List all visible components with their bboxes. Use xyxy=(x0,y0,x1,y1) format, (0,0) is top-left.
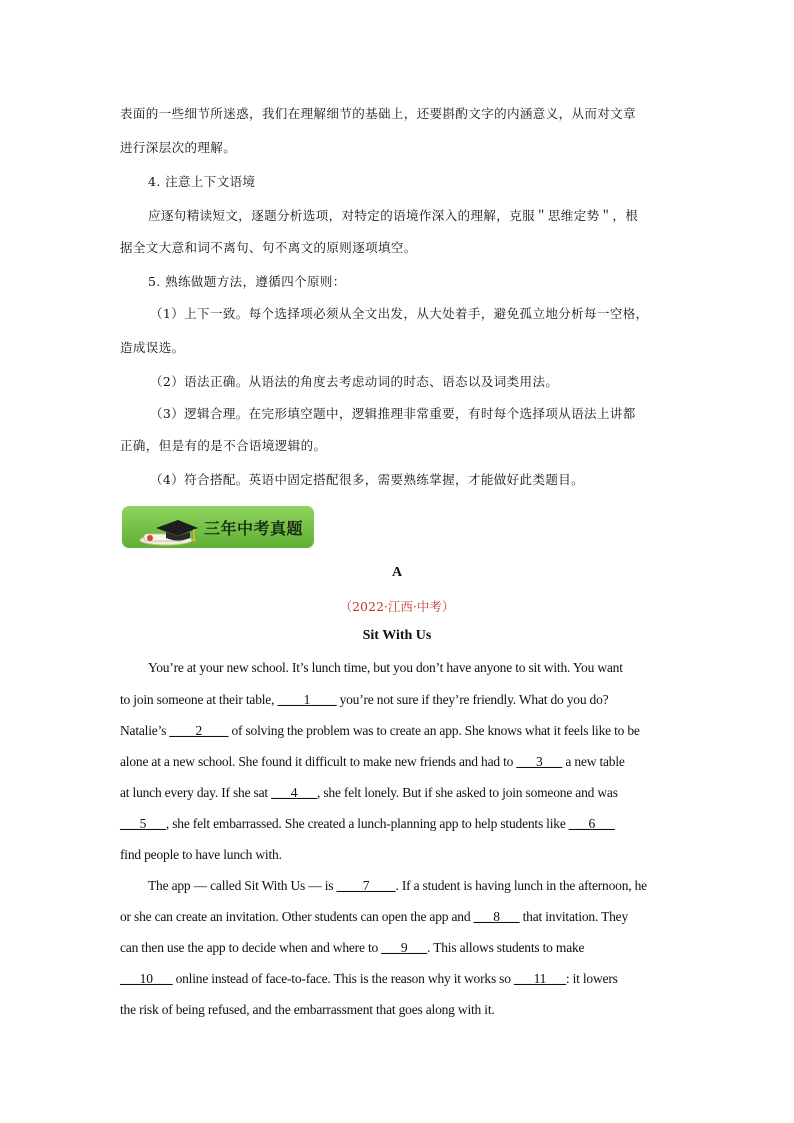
passage-line: Natalie’s ____2____ of solving the problem was to create an app. She knows what it feels like to be xyxy=(120,723,640,738)
text-line: 表面的一些细节所迷惑，我们在理解细节的基础上，还要斟酌文字的内涵意义，从而对文章 xyxy=(120,106,637,121)
blank-1[interactable]: ____1____ xyxy=(277,692,337,707)
text-line: 造成误选。 xyxy=(120,340,185,355)
text-line: 正确，但是有的是不合语境逻辑的。 xyxy=(120,438,327,453)
passage-title: Sit With Us xyxy=(362,628,432,643)
passage-line: find people to have lunch with. xyxy=(120,847,282,862)
text-line: （1）上下一致。每个选择项必须从全文出发，从大处着手，避免孤立地分析每一空格， xyxy=(150,306,649,321)
blank-5[interactable]: ___5___ xyxy=(120,816,166,831)
text-line: 应逐句精读短文，逐题分析选项，对特定的语境作深入的理解，克服＂思维定势＂，根 xyxy=(148,208,639,223)
graduation-cap-icon xyxy=(136,508,202,548)
passage-source: （2022·江西·中考） xyxy=(339,599,455,614)
passage-line: You’re at your new school. It’s lunch time, but you don’t have anyone to sit with. You want xyxy=(148,660,623,675)
blank-6[interactable]: ___6___ xyxy=(568,816,615,831)
text-line: 进行深层次的理解。 xyxy=(120,140,237,155)
section-banner xyxy=(122,506,314,548)
blank-8[interactable]: ___8___ xyxy=(473,909,520,924)
passage-line: The app — called Sit With Us — is ____7____. If a student is having lunch in the afternoon, he xyxy=(148,878,647,893)
section-heading: 4. 注意上下文语境 xyxy=(148,174,256,189)
passage-line: alone at a new school. She found it difficult to make new friends and had to ___3___ a new table xyxy=(120,754,625,769)
blank-4[interactable]: ___4___ xyxy=(271,785,317,800)
passage-line: to join someone at their table, ____1____ you’re not sure if they’re friendly. What do you do? xyxy=(120,692,609,707)
blank-11[interactable]: ___11___ xyxy=(513,971,566,986)
text-line: 据全文大意和词不离句、句不离文的原则逐项填空。 xyxy=(120,240,417,255)
passage-line: at lunch every day. If she sat ___4___, she felt lonely. But if she asked to join someone and was xyxy=(120,785,618,800)
passage-line: or she can create an invitation. Other students can open the app and ___8___ that invitation. They xyxy=(120,909,629,924)
banner-label: 三年中考真题 xyxy=(204,519,304,538)
blank-7[interactable]: ____7____ xyxy=(336,878,396,893)
passage-line: can then use the app to decide when and where to ___9___. This allows students to make xyxy=(120,940,585,955)
blank-3[interactable]: ___3___ xyxy=(516,754,563,769)
text-line: （2）语法正确。从语法的角度去考虑动词的时态、语态以及词类用法。 xyxy=(150,374,559,389)
passage-line: ___5___, she felt embarrassed. She created a lunch-planning app to help students like ___6___ xyxy=(120,816,615,831)
blank-9[interactable]: ___9___ xyxy=(381,940,428,955)
blank-10[interactable]: ___10___ xyxy=(120,971,173,986)
passage-letter: A xyxy=(391,565,403,580)
passage-line: the risk of being refused, and the embarrassment that goes along with it. xyxy=(120,1002,495,1017)
section-heading: 5. 熟练做题方法，遵循四个原则： xyxy=(148,274,346,289)
text-line: （4）符合搭配。英语中固定搭配很多，需要熟练掌握，才能做好此类题目。 xyxy=(150,472,585,487)
text-line: （3）逻辑合理。在完形填空题中，逻辑推理非常重要，有时每个选择项从语法上讲都 xyxy=(150,406,636,421)
blank-2[interactable]: ____2____ xyxy=(169,723,229,738)
passage-line: ___10___ online instead of face-to-face. This is the reason why it works so ___11___: it lowers xyxy=(120,971,618,986)
